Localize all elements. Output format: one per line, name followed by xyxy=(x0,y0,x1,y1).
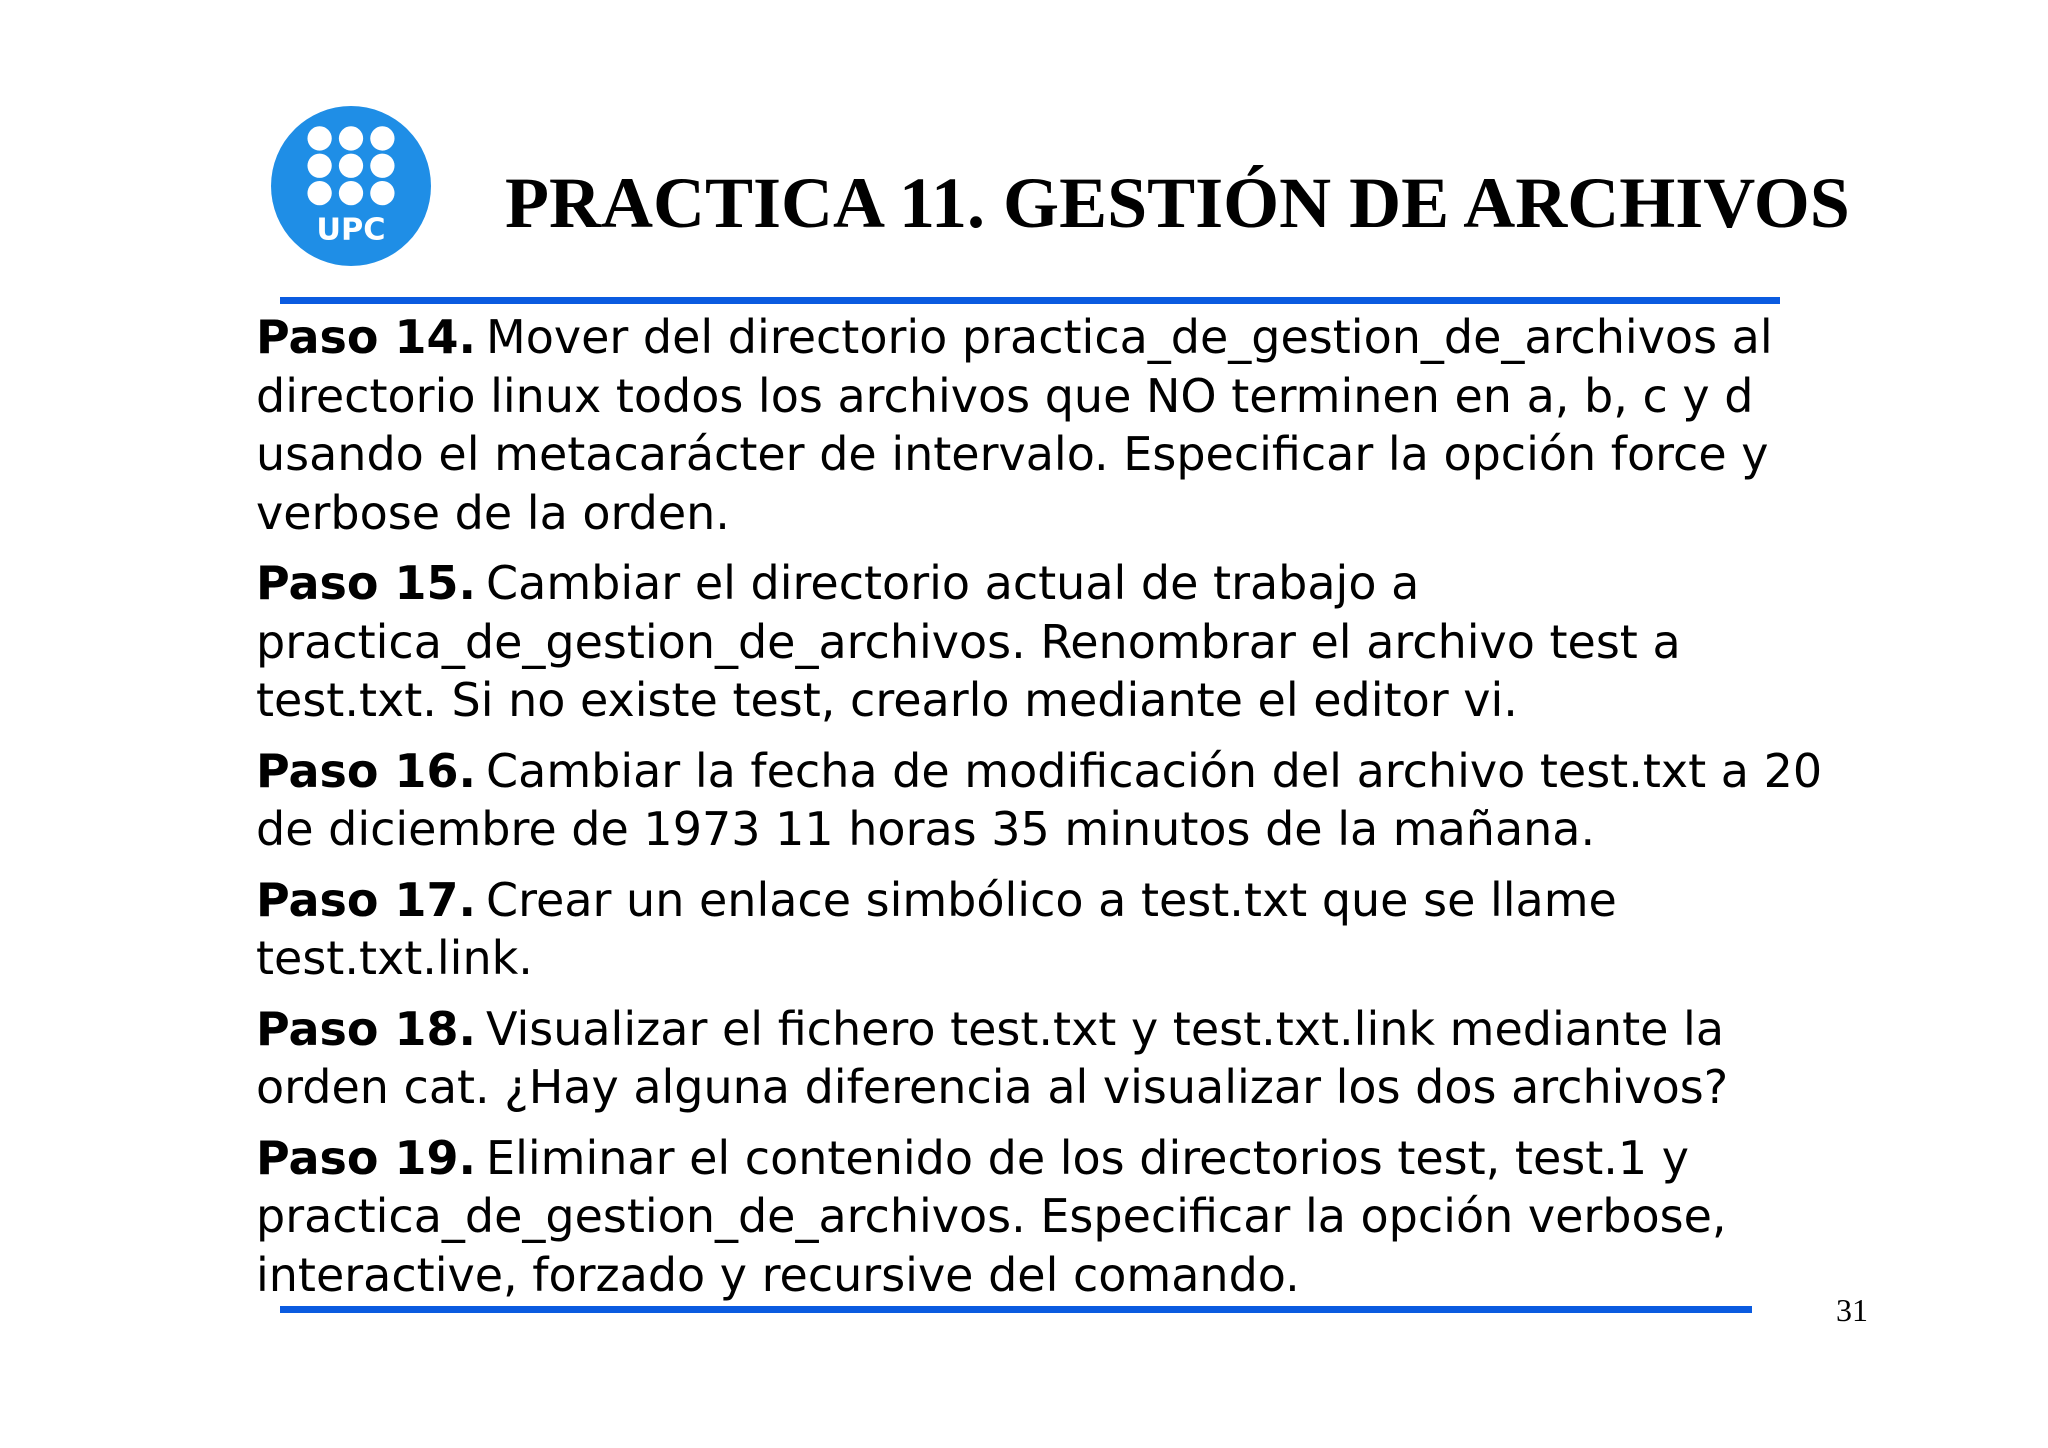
step-label: Paso 16. xyxy=(256,743,477,798)
step-15 xyxy=(256,554,1836,730)
step-17 xyxy=(256,871,1836,988)
step-14 xyxy=(256,308,1836,542)
step-text: Visualizar el fichero test.txt y test.txt.link mediante la orden cat. ¿Hay alguna diferencia al visualizar los dos archivos? xyxy=(256,1001,1729,1114)
step-text: Crear un enlace simbólico a test.txt que se llame test.txt.link. xyxy=(256,872,1617,985)
step-text: Mover del directorio practica_de_gestion_de_archivos al directorio linux todos los archivos que NO terminen en a, b, c y d usando el metacarácter de intervalo. Especificar la opción force y verbose de la orden. xyxy=(256,310,1773,540)
page-number: 31 xyxy=(1836,1292,1868,1328)
bottom-divider xyxy=(280,1306,1752,1313)
step-label: Paso 19. xyxy=(256,1130,477,1185)
step-text: Cambiar la fecha de modificación del archivo test.txt a 20 de diciembre de 1973 11 horas 35 minutos de la mañana. xyxy=(256,743,1823,856)
step-text: Cambiar el directorio actual de trabajo a practica_de_gestion_de_archivos. Renombrar el archivo test a test.txt. Si no existe test, crearlo mediante el editor vi. xyxy=(256,556,1681,727)
step-label: Paso 14. xyxy=(256,310,477,364)
step-label: Paso 18. xyxy=(256,1001,477,1056)
step-19 xyxy=(256,1129,1836,1305)
step-label: Paso 15. xyxy=(256,556,477,610)
upc-logo-text: UPC xyxy=(316,212,386,248)
upc-logo xyxy=(270,105,432,267)
steps-list xyxy=(256,308,1836,1316)
top-divider xyxy=(280,297,1780,304)
step-18 xyxy=(256,1000,1836,1117)
step-text: Eliminar el contenido de los directorios test, test.1 y practica_de_gestion_de_archivos. Especificar la opción verbose, interactive, forzado y recursive del comando. xyxy=(256,1130,1727,1302)
step-16 xyxy=(256,742,1836,859)
page-title: PRACTICA 11. GESTIÓN DE ARCHIVOS xyxy=(505,163,1850,243)
step-label: Paso 17. xyxy=(256,872,477,927)
